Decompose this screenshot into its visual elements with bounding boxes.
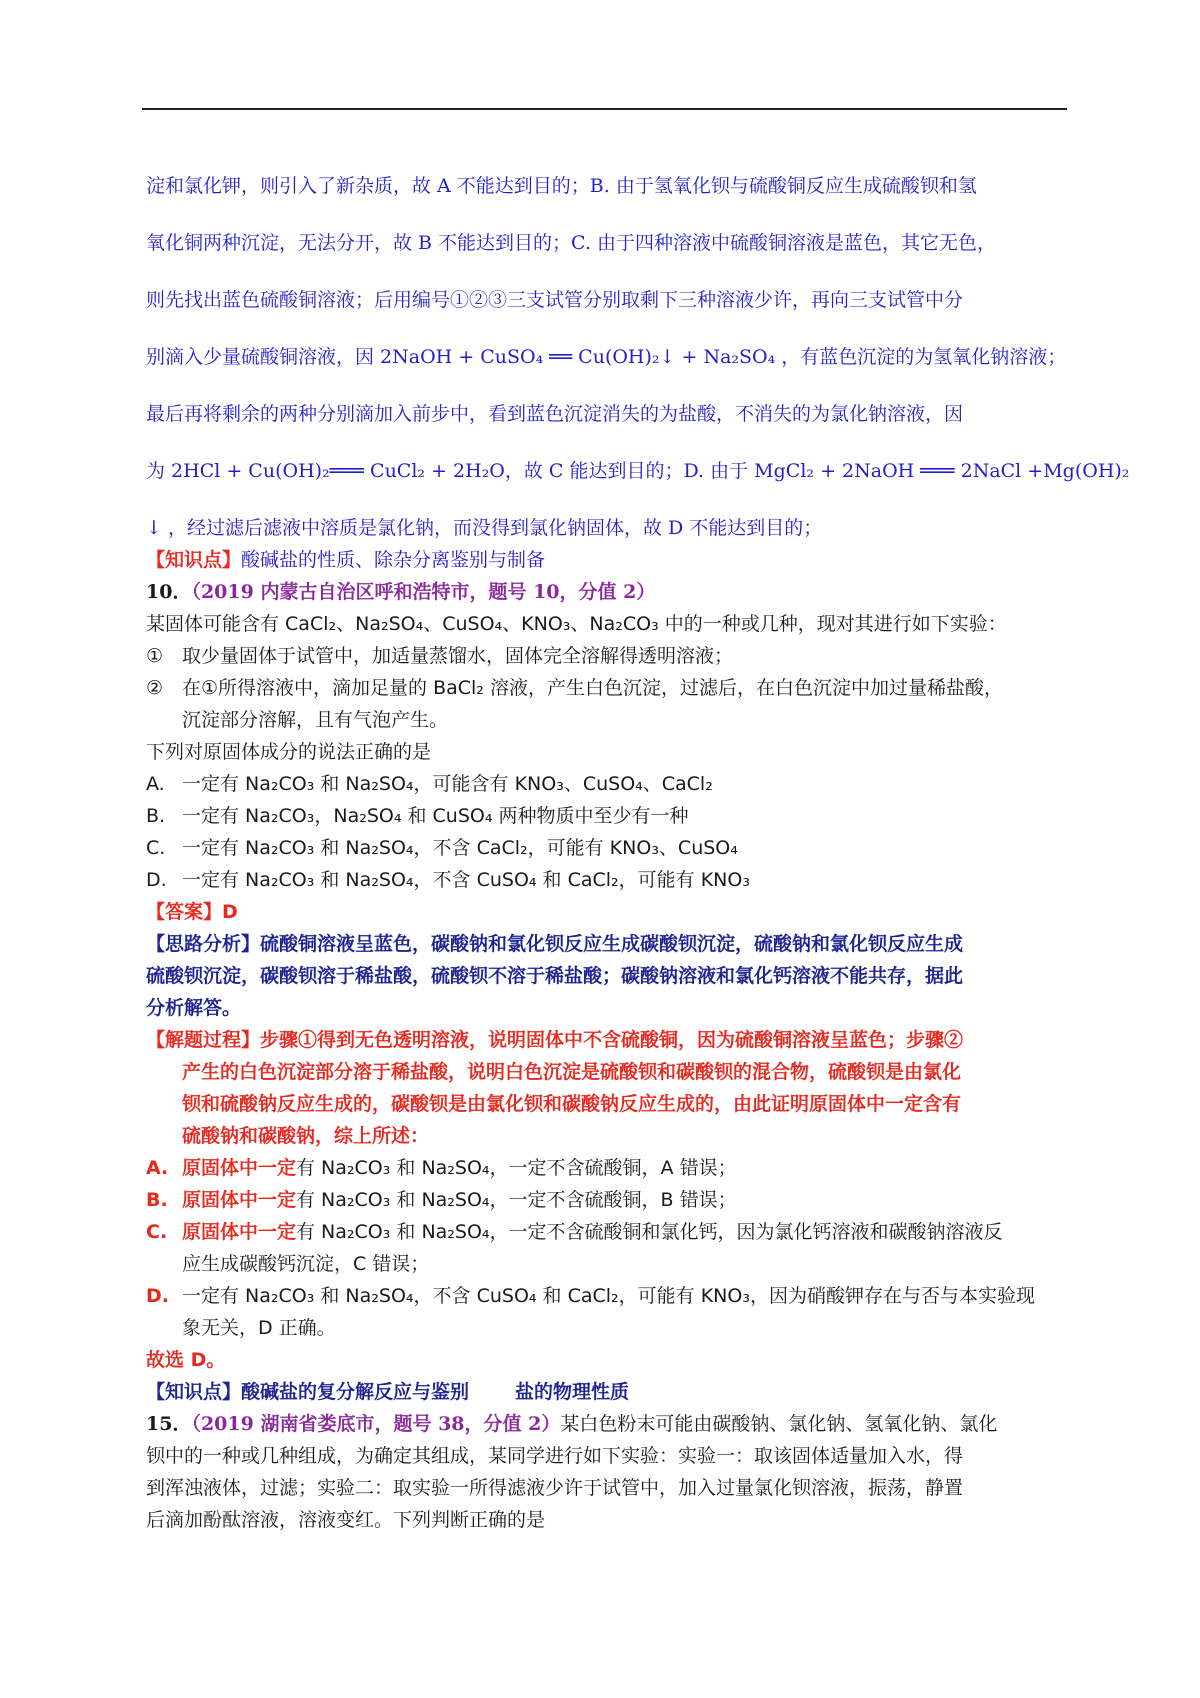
process-line-2: 产生的白色沉淀部分溶于稀盐酸，说明白色沉淀是硫酸钡和碳酸钡的混合物，硫酸钡是由氯化 bbox=[182, 1061, 962, 1083]
header-rule bbox=[142, 108, 1067, 110]
process-line-3: 钡和硫酸钠反应生成的，碳酸钡是由氯化钡和碳酸钠反应生成的，由此证明原固体中一定含有 bbox=[182, 1093, 962, 1115]
analysis-line-3: 分析解答。 bbox=[146, 997, 242, 1019]
process-line-1: 【解题过程】步骤①得到无色透明溶液，说明固体中不含硫酸铜，因为硫酸铜溶液呈蓝色；步骤② bbox=[146, 1029, 964, 1051]
question-10-step-1: ① 取少量固体于试管中，加适量蒸馏水，固体完全溶解得透明溶液； bbox=[146, 645, 734, 667]
answer: 【答案】D bbox=[146, 901, 238, 923]
process-option-c-cont: 应生成碳酸钙沉淀，C 错误； bbox=[182, 1253, 430, 1275]
question-10-stem: 某固体可能含有 CaCl₂、Na₂SO₄、CuSO₄、KNO₃、Na₂CO₃ 中的一种或几种，现对其进行如下实验： bbox=[146, 613, 1007, 635]
solution-line-4: 别滴入少量硫酸铜溶液，因 2NaOH + CuSO₄ ══ Cu(OH)₂↓ + Na₂SO₄ ，有蓝色沉淀的为氢氧化钠溶液； bbox=[146, 346, 1067, 368]
option-d: D. 一定有 Na₂CO₃ 和 Na₂SO₄，不含 CuSO₄ 和 CaCl₂，可能有 KNO₃ bbox=[146, 869, 750, 891]
process-option-d-cont: 象无关，D 正确。 bbox=[182, 1317, 336, 1339]
knowledge-point-1: 【知识点】酸碱盐的性质、除杂分离鉴别与制备 bbox=[146, 549, 546, 571]
question-15-line-2: 钡中的一种或几种组成，为确定其组成，某同学进行如下实验：实验一：取该固体适量加入水，得 bbox=[146, 1445, 964, 1467]
question-10-step-2: ② 在①所得溶液中，滴加足量的 BaCl₂ 溶液，产生白色沉淀，过滤后，在白色沉淀中加过量稀盐酸， bbox=[146, 677, 1003, 699]
solution-line-6: 为 2HCl + Cu(OH)₂═══ CuCl₂ + 2H₂O，故 C 能达到目的；D. 由于 MgCl₂ + 2NaOH ═══ 2NaCl +Mg(OH)₂ bbox=[146, 460, 1130, 482]
option-b: B. 一定有 Na₂CO₃，Na₂SO₄ 和 CuSO₄ 两种物质中至少有一种 bbox=[146, 805, 689, 827]
solution-line-3: 则先找出蓝色硫酸铜溶液；后用编号①②③三支试管分别取剩下三种溶液少许，再向三支试管中分 bbox=[146, 289, 964, 311]
question-10-prompt: 下列对原固体成分的说法正确的是 bbox=[146, 741, 432, 763]
process-option-b: B. 原固体中一定有 Na₂CO₃ 和 Na₂SO₄，一定不含硫酸铜，B 错误； bbox=[146, 1189, 737, 1211]
question-15-line-3: 到浑浊液体，过滤；实验二：取实验一所得滤液少许于试管中，加入过量氯化钡溶液，振荡，静置 bbox=[146, 1477, 964, 1499]
process-line-4: 硫酸钠和碳酸钠，综上所述： bbox=[182, 1125, 430, 1147]
option-c: C. 一定有 Na₂CO₃ 和 Na₂SO₄，不含 CaCl₂，可能有 KNO₃、CuSO₄ bbox=[146, 837, 738, 859]
question-10-header: 10．（2019 内蒙古自治区呼和浩特市，题号 10，分值 2） bbox=[146, 581, 656, 603]
solution-line-2: 氧化铜两种沉淀，无法分开，故 B 不能达到目的；C. 由于四种溶液中硫酸铜溶液是蓝色，其它无色， bbox=[146, 232, 996, 254]
knowledge-point-2: 【知识点】酸碱盐的复分解反应与鉴别 盐的物理性质 bbox=[146, 1381, 630, 1403]
solution-line-5: 最后再将剩余的两种分别滴加入前步中，看到蓝色沉淀消失的为盐酸，不消失的为氯化钠溶液，因 bbox=[146, 403, 964, 425]
process-option-d: D. 一定有 Na₂CO₃ 和 Na₂SO₄，不含 CuSO₄ 和 CaCl₂，可能有 KNO₃，因为硝酸钾存在与否与本实验现 bbox=[146, 1285, 1035, 1307]
analysis-line-2: 硫酸钡沉淀，碳酸钡溶于稀盐酸，硫酸钡不溶于稀盐酸；碳酸钠溶液和氯化钙溶液不能共存，据此 bbox=[146, 965, 964, 987]
final-choice: 故选 D。 bbox=[146, 1349, 226, 1371]
question-10-step-2-cont: 沉淀部分溶解，且有气泡产生。 bbox=[182, 709, 449, 731]
question-15-line-4: 后滴加酚酞溶液，溶液变红。下列判断正确的是 bbox=[146, 1509, 546, 1531]
analysis-line-1: 【思路分析】硫酸铜溶液呈蓝色，碳酸钠和氯化钡反应生成碳酸钡沉淀，硫酸钠和氯化钡反应生成 bbox=[146, 933, 964, 955]
question-15-header: 15．（2019 湖南省娄底市，题号 38，分值 2）某白色粉末可能由碳酸钠、氯化钠、氢氧化钠、氯化 bbox=[146, 1413, 998, 1435]
process-option-a: A. 原固体中一定有 Na₂CO₃ 和 Na₂SO₄，一定不含硫酸铜，A 错误； bbox=[146, 1157, 737, 1179]
solution-line-7: ↓ ，经过滤后滤液中溶质是氯化钠，而没得到氯化钠固体，故 D 不能达到目的； bbox=[146, 517, 823, 539]
option-a: A. 一定有 Na₂CO₃ 和 Na₂SO₄，可能含有 KNO₃、CuSO₄、CaCl₂ bbox=[146, 773, 713, 795]
solution-line-1: 淀和氯化钾，则引入了新杂质，故 A 不能达到目的；B. 由于氢氧化钡与硫酸铜反应生成硫酸钡和氢 bbox=[146, 175, 977, 197]
process-option-c: C. 原固体中一定有 Na₂CO₃ 和 Na₂SO₄，一定不含硫酸铜和氯化钙，因为氯化钙溶液和碳酸钠溶液反 bbox=[146, 1221, 1003, 1243]
